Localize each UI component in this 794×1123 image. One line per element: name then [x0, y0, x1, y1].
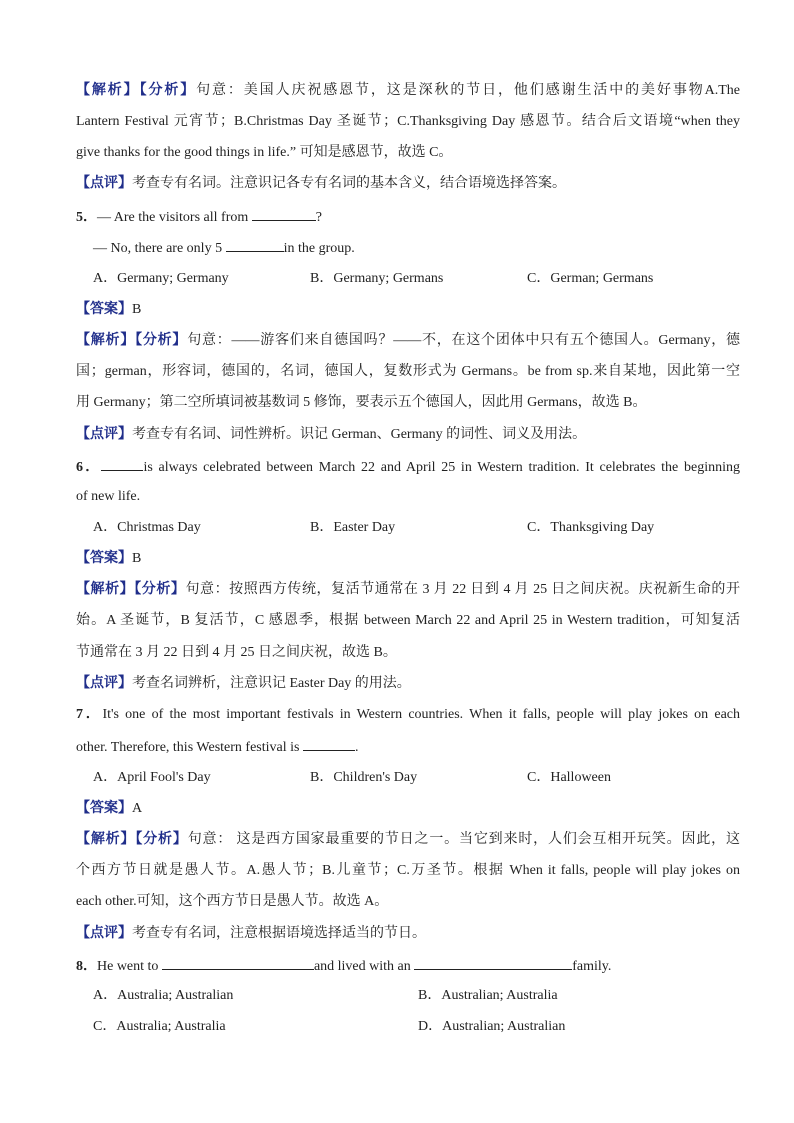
q6-analysis-line: 【解析】【分析】句意：按照西方传统，复活节通常在 3 月 22 日到 4 月 25 日之间庆祝。庆祝新生命的开: [76, 582, 740, 597]
q6-comment: 【点评】考查名词辨析，注意识记 Easter Day 的用法。: [76, 676, 411, 691]
q7-stem-cont: other. Therefore, this Western festival is .: [76, 736, 358, 758]
q8-blank-1: [162, 955, 314, 970]
q8-option-a: A．Australia; Australian: [93, 988, 234, 1003]
q8-blank-2: [414, 955, 572, 970]
intro-analysis-line: Lantern Festival 元宵节；B.Christmas Day 圣诞节；C.Thanksgiving Day 感恩节。结合后文语境“when they: [76, 114, 740, 129]
q6-blank: [101, 456, 143, 471]
q8-option-b: B．Australian; Australia: [418, 988, 558, 1003]
q6-option-a: A．Christmas Day: [93, 520, 201, 535]
q6-stem-cont: of new life.: [76, 489, 141, 504]
q7-answer: 【答案】A: [76, 801, 143, 816]
q8-option-d: D．Australian; Australian: [418, 1019, 566, 1034]
q5-stem-reply: — No, there are only 5 in the group.: [76, 237, 355, 259]
q6-option-c: C．Thanksgiving Day: [527, 520, 655, 535]
q6-stem: 6． is always celebrated between March 22 and April 25 in Western tradition. It celebrates the beginning: [76, 456, 740, 478]
q8-option-c: C．Australia; Australia: [93, 1019, 226, 1034]
q5-blank-1: [252, 206, 316, 221]
q7-number: 7．: [76, 707, 103, 722]
intro-analysis-line: give thanks for the good things in life.” 可知是感恩节，故选 C。: [76, 145, 453, 160]
q6-answer: 【答案】B: [76, 551, 142, 566]
intro-analysis-line: 【解析】【分析】句意：美国人庆祝感恩节，这是深秋的节日，他们感谢生活中的美好事物A.The: [76, 83, 740, 98]
q5-blank-2: [226, 237, 284, 252]
q5-stem: 5．— Are the visitors all from ?: [76, 206, 322, 228]
q8-stem: 8．He went to and lived with an family.: [76, 955, 611, 977]
q7-analysis-line: each other.可知，这个西方节日是愚人节。故选 A。: [76, 894, 389, 909]
q6-analysis-line: 始。A 圣诞节，B 复活节，C 感恩季，根据 between March 22 and April 25 in Western tradition，可知复活: [76, 613, 740, 628]
q6-analysis-line: 节通常在 3 月 22 日到 4 月 25 日之间庆祝，故选 B。: [76, 645, 397, 660]
q5-option-b: B．Germany; Germans: [310, 271, 444, 286]
intro-comment: 【点评】考查专有名词。注意识记各专有名词的基本含义，结合语境选择答案。: [76, 176, 566, 191]
q7-option-a: A．April Fool's Day: [93, 770, 211, 785]
q6-option-b: B．Easter Day: [310, 520, 396, 535]
q7-analysis-line: 个西方节日就是愚人节。A.愚人节；B.儿童节；C.万圣节。根据 When it falls, people will play jokes on: [76, 863, 740, 878]
q7-option-b: B．Children's Day: [310, 770, 418, 785]
q5-comment: 【点评】考查专有名词、词性辨析。识记 German、Germany 的词性、词义及用法。: [76, 427, 587, 442]
q7-comment: 【点评】考查专有名词，注意根据语境选择适当的节日。: [76, 926, 426, 941]
q5-option-c: C．German; Germans: [527, 271, 654, 286]
q5-analysis-line: 用 Germany；第二空所填词被基数词 5 修饰，要表示五个德国人，因此用 Germans，故选 B。: [76, 395, 647, 410]
q5-analysis-line: 国；german，形容词，德国的，名词，德国人，复数形式为 Germans。be from sp.来自某地，因此第一空: [76, 364, 740, 379]
q5-analysis-line: 【解析】【分析】句意：——游客们来自德国吗？——不，在这个团体中只有五个德国人。Germany，德: [76, 333, 741, 348]
q8-number: 8．: [76, 959, 97, 974]
q7-stem: 7．It's one of the most important festivals in Western countries. When it falls, people will play jokes on each: [76, 707, 741, 722]
q7-analysis-line: 【解析】【分析】句意： 这是西方国家最重要的节日之一。当它到来时，人们会互相开玩笑。因此，这: [76, 832, 741, 847]
q7-option-c: C．Halloween: [527, 770, 611, 785]
q6-number: 6．: [76, 460, 102, 475]
q5-answer: 【答案】B: [76, 302, 142, 317]
q5-option-a: A．Germany; Germany: [93, 271, 229, 286]
q7-blank: [303, 736, 355, 751]
q5-number: 5．: [76, 210, 97, 225]
